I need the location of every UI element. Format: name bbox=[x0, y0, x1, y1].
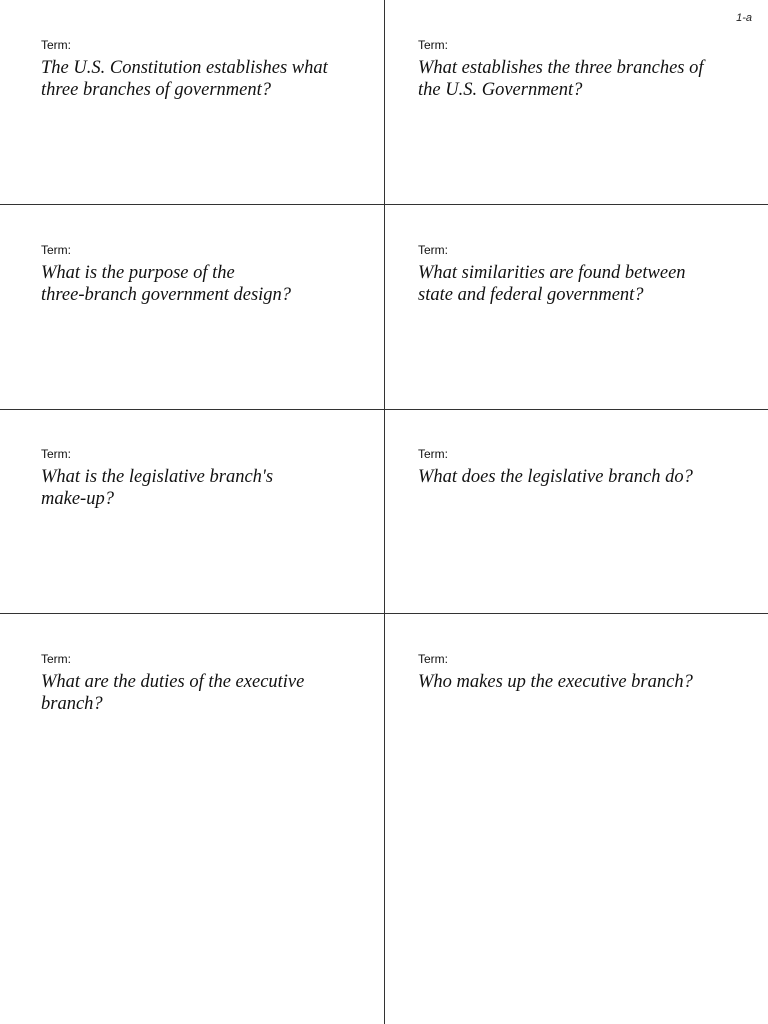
term-label: Term: bbox=[41, 243, 71, 257]
flashcard-6 bbox=[418, 447, 758, 488]
card-question: What are the duties of the executive branch? bbox=[41, 672, 305, 714]
term-label: Term: bbox=[41, 652, 71, 666]
flashcard-5 bbox=[41, 447, 381, 510]
term-label: Term: bbox=[418, 243, 448, 257]
flashcard-7 bbox=[41, 652, 381, 715]
term-label: Term: bbox=[418, 652, 448, 666]
card-question: What is the legislative branch's make-up? bbox=[41, 467, 274, 509]
page-code: 1-a bbox=[736, 12, 752, 24]
flashcard-4 bbox=[418, 243, 758, 306]
term-label: Term: bbox=[418, 447, 448, 461]
horizontal-divider-3 bbox=[0, 613, 768, 614]
flashcard-8 bbox=[418, 652, 758, 693]
flashcard-3 bbox=[41, 243, 381, 306]
card-question: What similarities are found between state and federal government? bbox=[418, 263, 686, 305]
term-label: Term: bbox=[418, 38, 448, 52]
card-question: What is the purpose of the three-branch government design? bbox=[41, 263, 292, 305]
horizontal-divider-1 bbox=[0, 204, 768, 205]
flashcard-1 bbox=[41, 38, 381, 101]
flashcard-2 bbox=[418, 38, 758, 101]
card-question: Who makes up the executive branch? bbox=[418, 672, 693, 692]
horizontal-divider-2 bbox=[0, 409, 768, 410]
term-label: Term: bbox=[41, 447, 71, 461]
card-question: The U.S. Constitution establishes what three branches of government? bbox=[41, 58, 328, 100]
card-question: What establishes the three branches of the U.S. Government? bbox=[418, 58, 704, 100]
card-question: What does the legislative branch do? bbox=[418, 467, 693, 487]
term-label: Term: bbox=[41, 38, 71, 52]
vertical-divider bbox=[384, 0, 385, 1024]
